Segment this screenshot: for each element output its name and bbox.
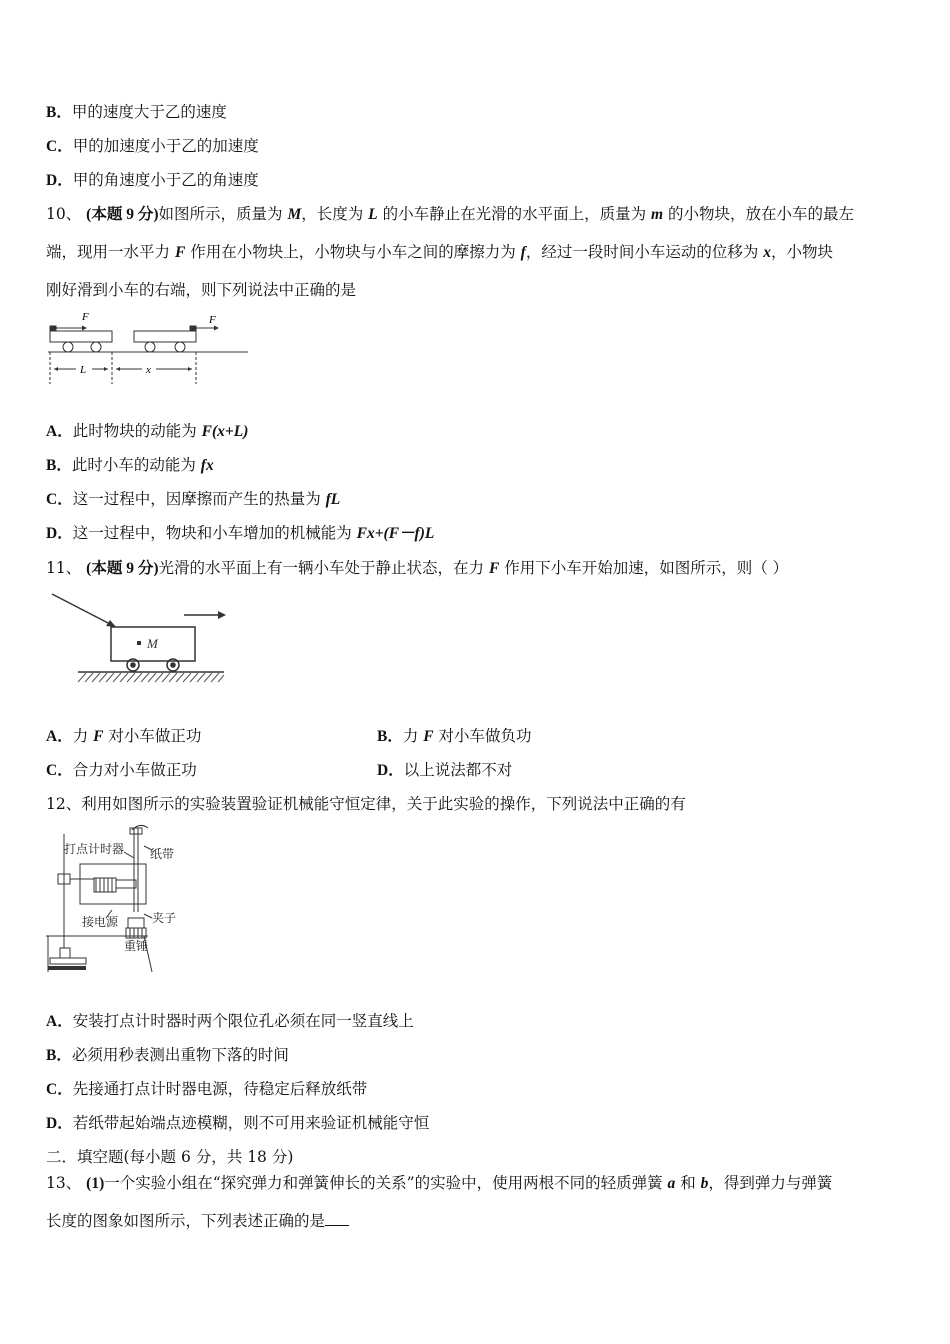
option-text: 若纸带起始端点迹模糊，则不可用来验证机械能守恒 <box>72 1114 430 1132</box>
answer-blank[interactable] <box>325 1211 349 1226</box>
left-block <box>50 326 56 331</box>
question-number: 10、 <box>46 205 82 223</box>
option-text: 力 <box>72 727 94 745</box>
label-power: 接电源 <box>82 915 119 929</box>
stem-text: 一个实验小组在“探究弹力和弹簧伸长的关系”的实验中，使用两根不同的轻质弹簧 <box>104 1174 668 1192</box>
q11-option-a <box>46 726 201 747</box>
q10-cart-figure <box>44 306 254 388</box>
center-dot <box>137 641 141 645</box>
option-math: fL <box>325 491 341 508</box>
option-label: C． <box>46 1081 73 1098</box>
var-F: F <box>174 244 186 261</box>
question-score: (本题 9 分) <box>86 206 159 223</box>
option-label: B． <box>377 728 403 745</box>
var-F: F <box>93 728 104 745</box>
var-f: f <box>520 244 526 261</box>
stem-text: ，得到弹力与弹簧 <box>708 1174 833 1192</box>
option-label: C． <box>46 138 73 155</box>
stem-text: 利用如图所示的实验装置验证机械能守恒定律，关于此实验的操作，下列说法中正确的有 <box>81 795 686 813</box>
q11-stem <box>46 558 788 579</box>
option-text: 以上说法都不对 <box>403 761 513 779</box>
q11-option-c <box>46 760 197 781</box>
option-label: B． <box>46 1047 72 1064</box>
timer-coil <box>94 878 116 892</box>
question-number: 13、 <box>46 1174 82 1192</box>
section-title: 二．填空题(每小题 6 分，共 18 分) <box>46 1148 294 1166</box>
option-label: A． <box>46 728 73 745</box>
question-number: 11、 <box>46 559 82 577</box>
q10-stem-line1 <box>46 204 854 225</box>
right-block <box>190 326 196 331</box>
stem-text: 如图所示，质量为 <box>158 205 288 223</box>
q10-stem-line2 <box>46 242 833 263</box>
var-M: M <box>287 206 302 223</box>
q12-stem <box>46 794 686 814</box>
label-F-right: F <box>209 314 216 326</box>
option-text: 此时小车的动能为 <box>71 456 201 474</box>
ground-hatching <box>78 673 224 682</box>
q13-stem-line2 <box>46 1211 349 1231</box>
label-weight: 重锤 <box>124 939 149 953</box>
option-label: D． <box>46 525 73 542</box>
q12-option-a <box>46 1011 414 1032</box>
stem-text: 作用下小车开始加速，如图所示，则（ ） <box>499 559 789 577</box>
option-text: 这一过程中，因摩擦而产生的热量为 <box>72 490 326 508</box>
option-text: 对小车做正功 <box>103 727 202 745</box>
question-part: (1) <box>86 1175 105 1192</box>
stem-text: 光滑的水平面上有一辆小车处于静止状态，在力 <box>158 559 489 577</box>
q11-option-b <box>377 726 532 747</box>
question-number: 12、 <box>46 795 82 813</box>
left-cart-wheel <box>63 342 73 352</box>
q12-option-c <box>46 1079 367 1100</box>
right-cart-body <box>134 331 196 342</box>
q9-option-b <box>46 102 227 123</box>
var-x: x <box>763 244 771 261</box>
option-label: D． <box>46 1115 73 1132</box>
var-L: L <box>368 206 378 223</box>
stem-text: 作用在小物块上，小物块与小车之间的摩擦力为 <box>185 243 521 261</box>
option-text: 必须用秒表测出重物下落的时间 <box>71 1046 289 1064</box>
q9-option-d <box>46 170 259 191</box>
q12-option-d <box>46 1113 429 1134</box>
stem-text: 的小车静止在光滑的水平面上，质量为 <box>377 205 651 223</box>
option-math: F(x+L) <box>201 423 249 440</box>
question-score: (本题 9 分) <box>86 560 159 577</box>
q10-option-b <box>46 455 214 476</box>
option-text: 甲的角速度小于乙的角速度 <box>72 171 259 189</box>
var-F: F <box>423 728 434 745</box>
q10-option-d <box>46 523 434 544</box>
label-L: L <box>80 364 87 376</box>
q10-option-a <box>46 421 248 442</box>
weight-top <box>128 918 144 928</box>
stem-text: 的小物块，放在小车的最左 <box>663 205 854 223</box>
right-cart-wheel <box>145 342 155 352</box>
option-text: 甲的加速度小于乙的加速度 <box>72 137 259 155</box>
option-text: 对小车做负功 <box>433 727 532 745</box>
option-label: C． <box>46 762 73 779</box>
var-a: a <box>667 1175 676 1192</box>
q10-option-c <box>46 489 340 510</box>
q12-option-b <box>46 1045 289 1066</box>
label-x: x <box>146 364 151 376</box>
q9-option-c <box>46 136 259 157</box>
stem-text: 长度的图象如图所示，下列表述正确的是 <box>46 1212 326 1230</box>
option-label: A． <box>46 423 73 440</box>
right-cart-wheel <box>175 342 185 352</box>
stand-base <box>50 958 86 964</box>
option-text: 安装打点计时器时两个限位孔必须在同一竖直线上 <box>72 1012 414 1030</box>
table-shadow <box>48 966 86 970</box>
label-tape: 纸带 <box>150 847 175 861</box>
option-text: 这一过程中，物块和小车增加的机械能为 <box>72 524 357 542</box>
q12-apparatus-figure <box>44 822 214 990</box>
label-M: M <box>147 636 158 651</box>
q11-option-d <box>377 760 512 781</box>
var-F: F <box>488 560 500 577</box>
label-timer: 打点计时器 <box>64 842 125 856</box>
left-cart-wheel <box>91 342 101 352</box>
q10-stem-line3: 刚好滑到小车的右端，则下列说法中正确的是 <box>46 281 357 299</box>
stem-text: ，长度为 <box>301 205 369 223</box>
stem-text: ，小物块 <box>771 243 834 261</box>
label-F-left: F <box>82 311 89 323</box>
q13-stem-line1 <box>46 1173 832 1194</box>
var-b: b <box>700 1175 709 1192</box>
option-label: C． <box>46 491 73 508</box>
option-text: 甲的速度大于乙的速度 <box>71 103 227 121</box>
oblique-force-line <box>52 594 110 624</box>
left-cart-body <box>50 331 112 342</box>
stem-text: 和 <box>675 1174 701 1192</box>
stand-foot <box>60 948 70 958</box>
option-label: D． <box>377 762 404 779</box>
hand <box>130 828 142 834</box>
option-label: B． <box>46 457 72 474</box>
stem-text: 端，现用一水平力 <box>46 243 175 261</box>
option-text: 先接通打点计时器电源，待稳定后释放纸带 <box>72 1080 368 1098</box>
option-text: 此时物块的动能为 <box>72 422 202 440</box>
velocity-arrowhead <box>218 611 226 619</box>
var-m: m <box>651 206 664 223</box>
stem-text: ，经过一段时间小车运动的位移为 <box>525 243 764 261</box>
option-label: A． <box>46 1013 73 1030</box>
q11-cart-figure <box>48 590 232 686</box>
option-text: 力 <box>402 727 424 745</box>
label-clip: 夹子 <box>152 911 177 925</box>
option-math: fx <box>200 457 214 474</box>
option-label: D． <box>46 172 73 189</box>
option-math: Fx+(F－f)L <box>356 525 435 542</box>
option-label: B． <box>46 104 72 121</box>
option-text: 合力对小车做正功 <box>72 761 197 779</box>
